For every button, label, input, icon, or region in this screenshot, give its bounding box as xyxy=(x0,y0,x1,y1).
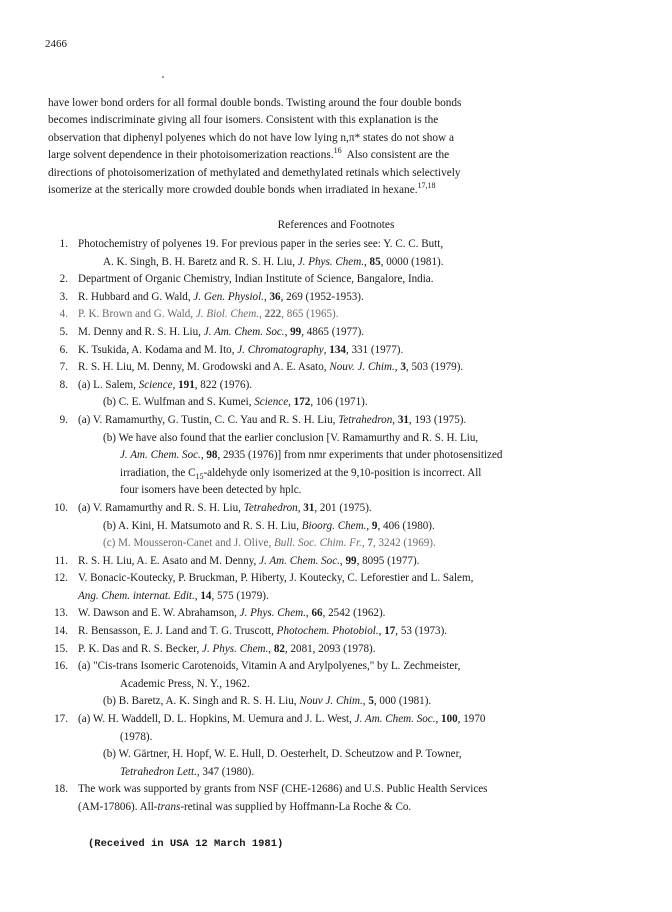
reference-line xyxy=(48,518,628,536)
scan-mark xyxy=(162,76,164,78)
reference-text: W. Dawson and E. W. Abrahamson, J. Phys. Chem., 66, 2542 (1962). xyxy=(78,607,386,620)
authors: W. Dawson and E. W. Abrahamson, xyxy=(78,607,240,620)
para-line xyxy=(48,147,608,164)
pages: , 2935 (1976)] from nmr experiments that under photosensitized xyxy=(217,449,503,462)
reference-text xyxy=(120,764,254,782)
journal: Photochem. Photobiol. xyxy=(276,625,379,638)
reference-line xyxy=(48,324,628,342)
text: -aldehyde only isomerized at the 9,10-position is incorrect. All xyxy=(203,466,482,479)
reference-text: Academic Press, N. Y., 1962. xyxy=(120,677,250,690)
reference-line xyxy=(48,465,628,483)
journal: Bioorg. Chem. xyxy=(301,519,367,532)
journal: J. Phys. Chem. xyxy=(297,255,364,268)
reference-line xyxy=(48,799,628,817)
reference-line xyxy=(48,377,628,395)
authors: M. Denny and R. S. H. Liu, xyxy=(78,325,204,338)
volume: 7 xyxy=(367,537,373,550)
journal: Science xyxy=(254,396,289,409)
pages: , 269 (1952-1953). xyxy=(280,290,364,303)
volume: 82 xyxy=(273,642,285,655)
para-text: large solvent dependence in their photoisomerization reactions. xyxy=(48,149,334,162)
reference-text: (a) W. H. Waddell, D. L. Hopkins, M. Uemura and J. L. West, J. Am. Chem. Soc., 100, 1970 xyxy=(78,713,486,726)
journal: J. Gen. Physiol. xyxy=(193,290,264,303)
citation-superscript: 16 xyxy=(333,146,342,156)
pages: , 2542 (1962). xyxy=(322,607,386,620)
pages: , 4865 (1977). xyxy=(301,325,365,338)
reference-number: 8. xyxy=(59,378,68,391)
volume: 172 xyxy=(293,396,311,409)
journal: J. Phys. Chem. xyxy=(239,607,306,620)
reference-number: 6. xyxy=(59,343,68,356)
para-line: observation that diphenyl polyenes which do not have low lying n,π* states do not show a xyxy=(48,131,455,144)
reference-line xyxy=(48,447,628,465)
reference-text: (a) V. Ramamurthy, G. Tustin, C. C. Yau and R. S. H. Liu, Tetrahedron, 31, 193 (1975). xyxy=(78,413,467,426)
references-heading: References and Footnotes xyxy=(277,219,395,231)
reference-text: M. Denny and R. S. H. Liu, J. Am. Chem. Soc., 99, 4865 (1977). xyxy=(78,325,365,338)
volume: 36 xyxy=(269,290,281,303)
reference-number: 7. xyxy=(59,361,68,374)
reference-text: Photochemistry of polyenes 19. For previous paper in the series see: Y. C. C. Butt, xyxy=(78,238,444,250)
authors: (a) L. Salem, xyxy=(78,378,139,391)
pages: , 503 (1979). xyxy=(405,361,464,374)
reference-line xyxy=(48,430,628,448)
reference-text: (b) B. Baretz, A. K. Singh and R. S. H. Liu, Nouv J. Chim., 5, 000 (1981). xyxy=(103,695,432,708)
reference-text: four isomers have been detected by hplc. xyxy=(120,484,302,497)
para-text: Also consistent are the xyxy=(341,149,450,162)
volume: 100 xyxy=(441,713,458,726)
received-date: (Received in USA 12 March 1981) xyxy=(88,838,284,850)
authors: (a) W. H. Waddell, D. L. Hopkins, M. Uemura and J. L. West, xyxy=(78,713,355,726)
pages: , 193 (1975). xyxy=(408,413,467,426)
pages: , 0000 (1981). xyxy=(380,255,444,268)
volume: 191 xyxy=(178,378,195,391)
text: (AM-17806). All- xyxy=(78,801,158,813)
reference-text: (b) We have also found that the earlier conclusion [V. Ramamurthy and R. S. H. Liu, xyxy=(103,431,479,444)
reference-text: (c) M. Mousseron-Canet and J. Olive, Bull. Soc. Chim. Fr., 7, 3242 (1969). xyxy=(103,537,436,550)
volume: 17 xyxy=(384,625,396,638)
reference-line xyxy=(48,394,628,412)
reference-line xyxy=(48,236,628,254)
reference-text: K. Tsukida, A. Kodama and M. Ito, J. Chromatography, 134, 331 (1977). xyxy=(78,343,404,356)
volume: 85 xyxy=(369,255,381,268)
body-paragraph xyxy=(48,95,608,199)
reference-line xyxy=(48,605,628,623)
journal: J. Biol. Chem. xyxy=(195,308,260,321)
text-italic: trans xyxy=(157,801,181,813)
volume: 99 xyxy=(290,325,302,338)
volume: 134 xyxy=(329,343,346,356)
journal: J. Am. Chem. Soc. xyxy=(259,554,340,567)
pages: , 406 (1980). xyxy=(377,519,435,532)
reference-text: Department of Organic Chemistry, Indian Institute of Science, Bangalore, India. xyxy=(78,273,434,286)
journal: Tetrahedron xyxy=(338,413,393,426)
pages: , 347 (1980). xyxy=(196,765,255,778)
authors: R. Bensasson, E. J. Land and T. G. Truscott, xyxy=(78,625,277,638)
reference-line xyxy=(48,342,628,360)
pages: , 3242 (1969). xyxy=(372,537,436,550)
reference-number: 3. xyxy=(59,290,68,303)
journal: Tetrahedron xyxy=(243,501,298,514)
reference-line xyxy=(48,693,628,711)
reference-number: 11. xyxy=(54,554,68,567)
reference-text: (a) V. Ramamurthy and R. S. H. Liu, Tetrahedron, 31, 201 (1975). xyxy=(78,501,372,514)
authors: P. K. Brown and G. Wald, xyxy=(78,308,196,321)
citation-superscript: 17,18 xyxy=(417,181,436,191)
reference-line xyxy=(48,570,628,588)
reference-line xyxy=(48,746,628,764)
volume: 9 xyxy=(371,519,378,532)
reference-text: (1978). xyxy=(120,730,153,743)
reference-line xyxy=(48,729,628,747)
reference-line xyxy=(48,254,628,272)
reference-number: 2. xyxy=(59,273,68,286)
reference-line xyxy=(48,359,628,377)
references-list xyxy=(48,236,628,817)
reference-line xyxy=(48,535,628,553)
reference-text xyxy=(78,799,411,817)
reference-line xyxy=(48,623,628,641)
authors: R. S. H. Liu, M. Denny, M. Grodowski and A. E. Asato, xyxy=(78,361,330,374)
reference-number: 9. xyxy=(59,413,68,426)
reference-number: 10. xyxy=(54,501,68,514)
journal: J. Phys. Chem. xyxy=(202,642,269,655)
journal: J. Am. Chem. Soc. xyxy=(354,713,436,726)
pages: , 575 (1979). xyxy=(211,589,269,602)
journal: J. Am. Chem. Soc. xyxy=(120,449,201,462)
journal: J. Chromatography xyxy=(237,343,324,356)
journal: J. Am. Chem. Soc. xyxy=(203,325,285,338)
reference-line xyxy=(48,271,628,289)
text: -retinal was supplied by Hoffmann-La Roche & Co. xyxy=(180,801,412,813)
reference-number: 18. xyxy=(54,783,68,796)
reference-line xyxy=(48,676,628,694)
volume: 31 xyxy=(303,501,315,514)
reference-line xyxy=(48,482,628,500)
para-line: have lower bond orders for all formal double bonds. Twisting around the four double bonds xyxy=(48,97,462,109)
reference-line xyxy=(48,500,628,518)
reference-text: (a) "Cis-trans Isomeric Carotenoids, Vitamin A and Arylpolyenes," by L. Zechmeister, xyxy=(78,660,461,673)
volume: 14 xyxy=(200,589,212,602)
authors: (c) M. Mousseron-Canet and J. Olive, xyxy=(103,537,274,550)
pages: , 331 (1977). xyxy=(345,343,404,356)
reference-text: A. K. Singh, B. H. Baretz and R. S. H. Liu, J. Phys. Chem., 85, 0000 (1981). xyxy=(103,255,444,268)
reference-number: 13. xyxy=(54,607,68,620)
reference-text: (b) C. E. Wulfman and S. Kumei, Science, 172, 106 (1971). xyxy=(103,396,368,409)
reference-line xyxy=(48,306,628,324)
authors: (a) V. Ramamurthy, G. Tustin, C. C. Yau and R. S. H. Liu, xyxy=(78,413,339,426)
para-line: becomes indiscriminate giving all four isomers. Consistent with this explanation is the xyxy=(48,114,439,127)
para-text: isomerize at the sterically more crowded double bonds when irradiated in hexane. xyxy=(48,184,418,197)
reference-number: 16. xyxy=(54,660,68,673)
para-line xyxy=(48,182,608,199)
reference-text: R. S. H. Liu, A. E. Asato and M. Denny, J. Am. Chem. Soc., 99, 8095 (1977). xyxy=(78,554,420,567)
volume: 3 xyxy=(400,361,406,374)
reference-number: 4. xyxy=(59,308,68,321)
volume: 5 xyxy=(368,695,374,708)
journal: Science xyxy=(138,378,173,391)
reference-line xyxy=(48,588,628,606)
reference-text: V. Bonacic-Koutecky, P. Bruckman, P. Hiberty, J. Koutecky, C. Leforestier and L. Salem, xyxy=(78,572,474,585)
pages: , 822 (1976). xyxy=(194,378,253,391)
reference-text: Ang. Chem. internat. Edit., 14, 575 (1979). xyxy=(78,589,269,602)
reference-number: 5. xyxy=(59,325,68,338)
reference-text: J. Am. Chem. Soc., 98, 2935 (1976)] from nmr experiments that under photosensitized xyxy=(120,449,503,462)
reference-text: (b) A. Kini, H. Matsumoto and R. S. H. Liu, Bioorg. Chem., 9, 406 (1980). xyxy=(103,519,435,532)
reference-line xyxy=(48,658,628,676)
reference-line xyxy=(48,641,628,659)
pages: , 53 (1973). xyxy=(395,625,448,638)
reference-line xyxy=(48,711,628,729)
journal: Bull. Soc. Chim. Fr. xyxy=(274,537,362,550)
volume: 31 xyxy=(397,413,409,426)
volume: 66 xyxy=(311,607,323,620)
volume: 99 xyxy=(345,554,357,567)
reference-text: P. K. Brown and G. Wald, J. Biol. Chem., 222, 865 (1965). xyxy=(78,308,339,321)
reference-number: 14. xyxy=(54,625,68,638)
reference-text: R. Bensasson, E. J. Land and T. G. Truscott, Photochem. Photobiol., 17, 53 (1973). xyxy=(78,625,448,638)
pages: , 201 (1975). xyxy=(314,501,372,514)
para-line: directions of photoisomerization of methylated and demethylated retinals which selectively xyxy=(48,166,461,179)
reference-text: (b) W. Gärtner, H. Hopf, W. E. Hull, D. Oesterhelt, D. Scheutzow and P. Towner, xyxy=(103,748,462,761)
reference-line xyxy=(48,289,628,307)
reference-text: P. K. Das and R. S. Becker, J. Phys. Chem., 82, 2081, 2093 (1978). xyxy=(78,642,376,655)
reference-number: 1. xyxy=(59,238,68,250)
reference-text: The work was supported by grants from NSF (CHE-12686) and U.S. Public Health Services xyxy=(78,783,488,796)
authors: P. K. Das and R. S. Becker, xyxy=(78,642,203,655)
journal: Ang. Chem. internat. Edit. xyxy=(78,589,195,602)
reference-number: 12. xyxy=(54,572,68,585)
journal: Nouv J. Chim. xyxy=(299,695,363,708)
reference-text xyxy=(120,465,481,483)
pages: , 1970 xyxy=(457,713,486,726)
reference-line xyxy=(48,412,628,430)
authors: (b) C. E. Wulfman and S. Kumei, xyxy=(103,396,255,409)
volume: 98 xyxy=(206,449,218,462)
pages: , 8095 (1977). xyxy=(356,554,420,567)
authors: (b) B. Baretz, A. K. Singh and R. S. H. Liu, xyxy=(103,695,300,708)
authors: R. S. H. Liu, A. E. Asato and M. Denny, xyxy=(78,554,260,567)
reference-line xyxy=(48,764,628,782)
journal: Tetrahedron Lett. xyxy=(120,765,197,778)
pages: , 106 (1971). xyxy=(310,396,368,409)
pages: , 865 (1965). xyxy=(281,308,339,321)
journal: Nouv. J. Chim. xyxy=(329,361,395,374)
reference-text: (a) L. Salem, Science, 191, 822 (1976). xyxy=(78,378,253,391)
text: irradiation, the C xyxy=(120,466,196,479)
reference-number: 17. xyxy=(54,713,68,726)
authors: K. Tsukida, A. Kodama and M. Ito, xyxy=(78,343,238,356)
volume: 222 xyxy=(264,308,282,321)
reference-line xyxy=(48,553,628,571)
subscript: 15 xyxy=(195,471,204,481)
authors: R. Hubbard and G. Wald, xyxy=(78,290,194,303)
pages: , 000 (1981). xyxy=(373,695,432,708)
reference-text: R. S. H. Liu, M. Denny, M. Grodowski and A. E. Asato, Nouv. J. Chim., 3, 503 (1979). xyxy=(78,361,464,374)
reference-number: 15. xyxy=(54,642,68,655)
reference-text: R. Hubbard and G. Wald, J. Gen. Physiol., 36, 269 (1952-1953). xyxy=(78,290,364,303)
pages: , 2081, 2093 (1978). xyxy=(284,642,376,655)
authors: (b) A. Kini, H. Matsumoto and R. S. H. Liu, xyxy=(103,519,302,532)
authors: (a) V. Ramamurthy and R. S. H. Liu, xyxy=(78,501,244,514)
page-number: 2466 xyxy=(45,38,67,50)
reference-line xyxy=(48,781,628,799)
authors: A. K. Singh, B. H. Baretz and R. S. H. Liu, xyxy=(103,255,298,268)
